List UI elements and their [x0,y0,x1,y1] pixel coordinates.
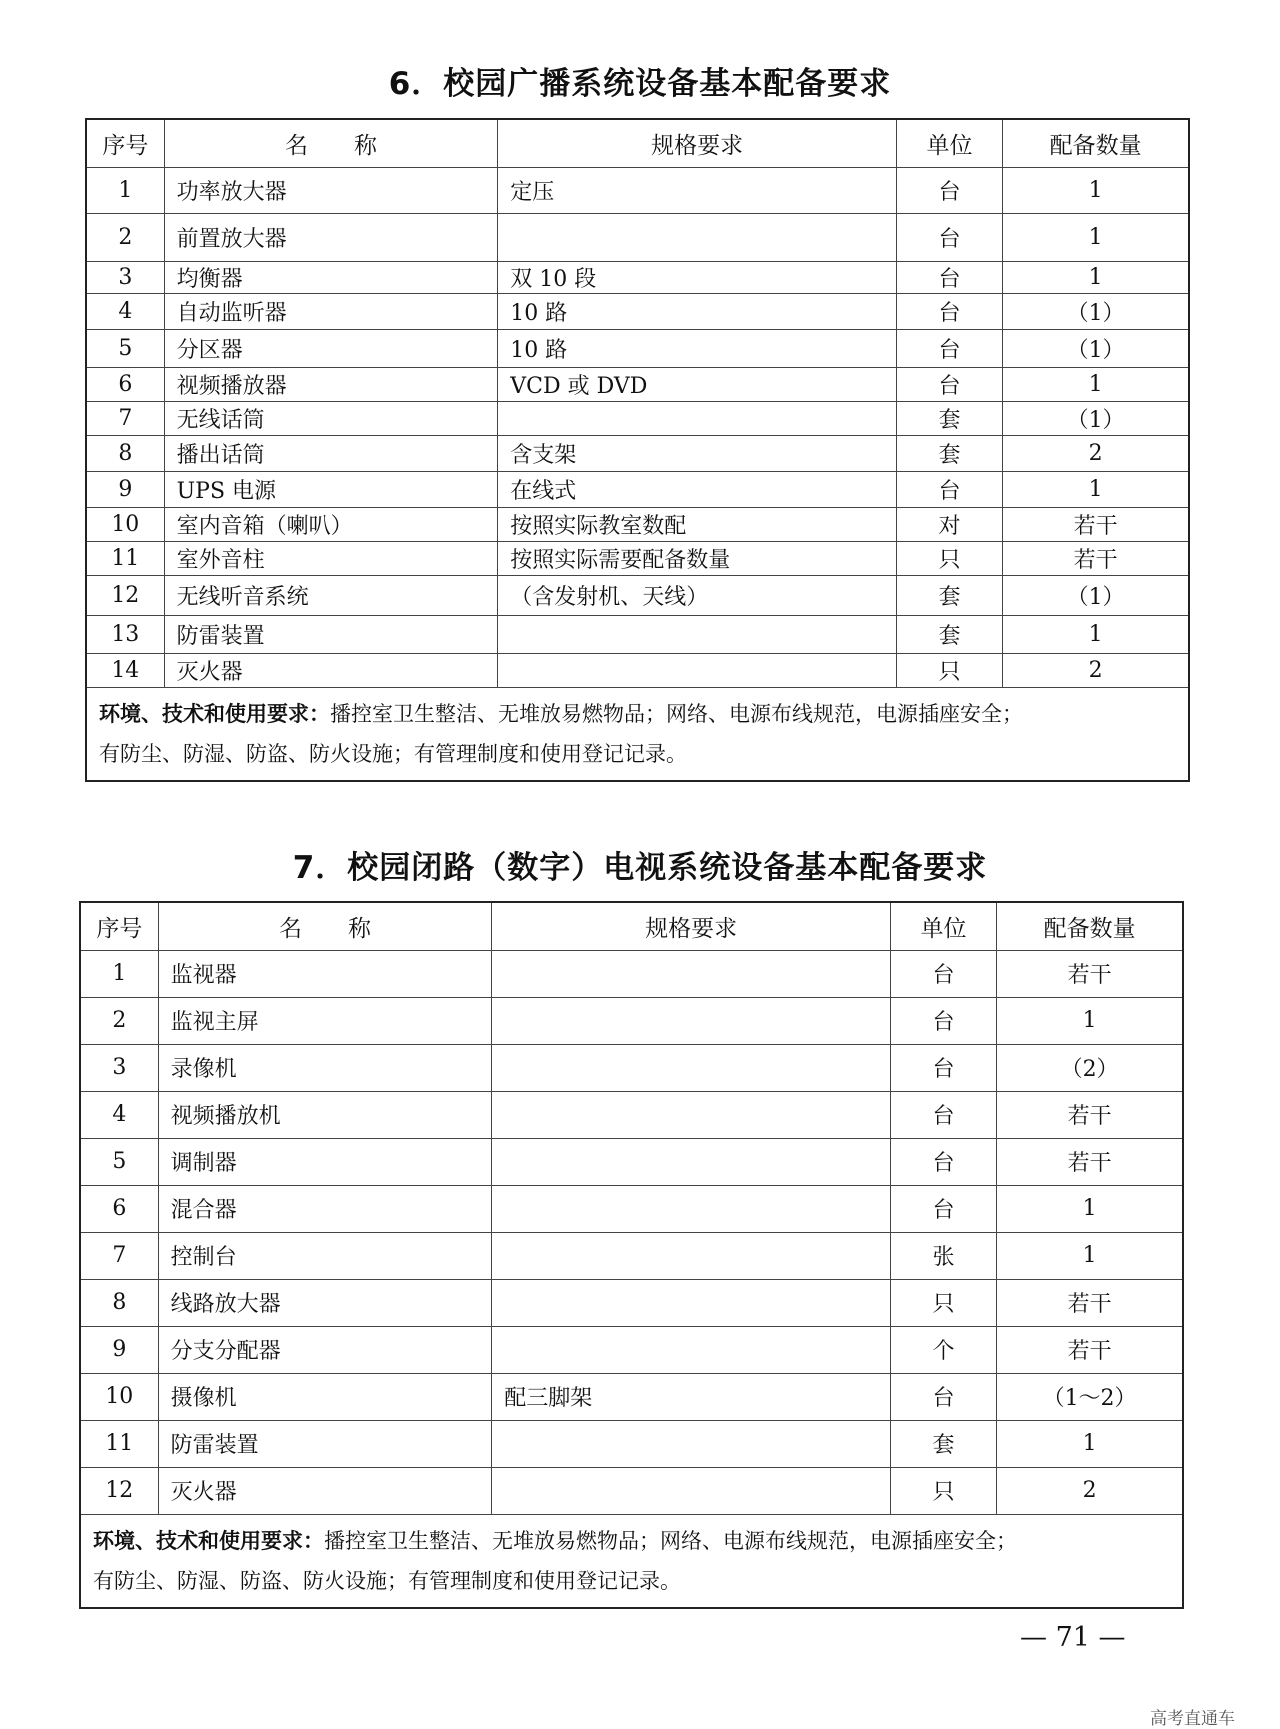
row-qty: 1 [997,1232,1183,1279]
row-name: 线路放大器 [158,1279,492,1326]
row-unit: 张 [890,1232,996,1279]
cctv-equipment-table [79,901,1184,1609]
row-unit: 台 [890,1138,996,1185]
row-name: 均衡器 [164,261,498,293]
row-unit: 套 [890,1420,996,1467]
row-unit: 台 [890,1185,996,1232]
row-unit: 台 [896,293,1002,329]
row-name: 灭火器 [164,653,498,687]
row-index: 2 [80,997,158,1044]
row-qty: 2 [1003,653,1189,687]
row-name: 无线听音系统 [164,575,498,615]
table-row [80,950,1183,997]
table-row [80,1467,1183,1514]
header-index: 序号 [80,902,158,950]
row-qty: 1 [997,1420,1183,1467]
note-line-1: 播控室卫生整洁、无堆放易燃物品；网络、电源布线规范，电源插座安全； [330,701,1023,726]
table-row [86,575,1189,615]
table-row [80,1326,1183,1373]
row-name: 室内音箱（喇叭） [164,507,498,541]
row-spec: 10 路 [498,293,897,329]
row-spec [492,997,891,1044]
row-unit: 个 [890,1326,996,1373]
row-index: 6 [80,1185,158,1232]
row-spec: 定压 [498,167,897,213]
row-index: 11 [86,541,164,575]
row-spec [498,653,897,687]
row-index: 9 [86,471,164,507]
header-name: 名 称 [158,902,492,950]
header-name: 名 称 [164,119,498,167]
row-unit: 对 [896,507,1002,541]
row-spec [492,1279,891,1326]
header-qty: 配备数量 [997,902,1183,950]
row-spec [498,213,897,261]
row-name: UPS 电源 [164,471,498,507]
row-unit: 台 [890,1091,996,1138]
row-index: 1 [80,950,158,997]
row-name: 监视器 [158,950,492,997]
note-line-1: 播控室卫生整洁、无堆放易燃物品；网络、电源布线规范，电源插座安全； [324,1528,1017,1553]
row-qty: 2 [1003,435,1189,471]
row-name: 调制器 [158,1138,492,1185]
row-spec [492,1467,891,1514]
row-unit: 台 [890,950,996,997]
row-name: 分区器 [164,329,498,367]
table-row [86,293,1189,329]
row-index: 10 [80,1373,158,1420]
row-spec: （含发射机、天线） [498,575,897,615]
watermark: 高考直通车 [1150,1709,1235,1729]
row-index: 7 [80,1232,158,1279]
table-row [86,167,1189,213]
row-unit: 只 [890,1467,996,1514]
row-name: 录像机 [158,1044,492,1091]
row-spec [498,615,897,653]
row-spec: 按照实际教室数配 [498,507,897,541]
row-unit: 台 [890,1373,996,1420]
row-spec [498,401,897,435]
row-index: 10 [86,507,164,541]
row-name: 灭火器 [158,1467,492,1514]
row-name: 分支分配器 [158,1326,492,1373]
row-index: 7 [86,401,164,435]
table-row [80,1279,1183,1326]
row-qty: 若干 [997,1326,1183,1373]
row-qty: （1～2） [997,1373,1183,1420]
row-index: 9 [80,1326,158,1373]
row-spec: 配三脚架 [492,1373,891,1420]
row-name: 控制台 [158,1232,492,1279]
row-unit: 套 [896,401,1002,435]
table-row [80,997,1183,1044]
requirements-note [86,687,1189,781]
row-qty: （1） [1003,401,1189,435]
row-qty: 若干 [997,1138,1183,1185]
header-qty: 配备数量 [1003,119,1189,167]
row-qty: 若干 [1003,541,1189,575]
row-qty: 1 [997,1185,1183,1232]
row-name: 视频播放器 [164,367,498,401]
row-qty: 若干 [997,1279,1183,1326]
row-spec: 双 10 段 [498,261,897,293]
row-index: 13 [86,615,164,653]
row-unit: 台 [896,213,1002,261]
table-row [80,1420,1183,1467]
page-number: — 71 — [1020,1622,1126,1653]
row-spec [492,1138,891,1185]
row-name: 防雷装置 [164,615,498,653]
note-line-2: 有防尘、防湿、防盗、防火设施；有管理制度和使用登记记录。 [93,1568,681,1593]
table-row [80,1091,1183,1138]
row-index: 3 [80,1044,158,1091]
row-index: 6 [86,367,164,401]
row-index: 11 [80,1420,158,1467]
row-spec [492,1044,891,1091]
row-qty: 1 [1003,615,1189,653]
row-spec [492,1232,891,1279]
row-name: 前置放大器 [164,213,498,261]
row-qty: （1） [1003,575,1189,615]
row-unit: 台 [890,1044,996,1091]
table-row [86,261,1189,293]
row-unit: 只 [896,541,1002,575]
table-row [86,435,1189,471]
row-spec [492,1420,891,1467]
table-header-row [86,119,1189,167]
row-index: 1 [86,167,164,213]
section-6-title: 6．校园广播系统设备基本配备要求 [388,66,892,102]
row-spec [492,950,891,997]
requirements-note-row [80,1514,1183,1608]
row-unit: 台 [896,367,1002,401]
row-index: 8 [86,435,164,471]
row-spec [492,1091,891,1138]
row-index: 5 [80,1138,158,1185]
row-qty: 1 [1003,261,1189,293]
row-unit: 只 [896,653,1002,687]
row-name: 播出话筒 [164,435,498,471]
row-name: 摄像机 [158,1373,492,1420]
row-index: 4 [80,1091,158,1138]
table-row [86,507,1189,541]
row-unit: 台 [896,471,1002,507]
table-row [80,1138,1183,1185]
row-unit: 台 [896,329,1002,367]
row-qty: 若干 [997,1091,1183,1138]
row-name: 视频播放机 [158,1091,492,1138]
header-index: 序号 [86,119,164,167]
header-unit: 单位 [890,902,996,950]
requirements-note-row [86,687,1189,781]
row-spec [492,1185,891,1232]
table-row [86,367,1189,401]
table-row [86,653,1189,687]
table-body [86,167,1189,687]
table-row [86,401,1189,435]
row-index: 2 [86,213,164,261]
table-body [80,950,1183,1514]
section-7-title: 7．校园闭路（数字）电视系统设备基本配备要求 [292,850,988,886]
table-row [86,471,1189,507]
row-qty: 1 [1003,367,1189,401]
row-spec: 在线式 [498,471,897,507]
row-spec: 10 路 [498,329,897,367]
table-row [86,213,1189,261]
header-unit: 单位 [896,119,1002,167]
row-unit: 只 [890,1279,996,1326]
row-index: 8 [80,1279,158,1326]
row-qty: 若干 [1003,507,1189,541]
note-label: 环境、技术和使用要求： [93,1528,324,1553]
table-row [80,1044,1183,1091]
row-qty: （2） [997,1044,1183,1091]
row-qty: 2 [997,1467,1183,1514]
row-qty: 1 [1003,471,1189,507]
row-name: 混合器 [158,1185,492,1232]
row-unit: 台 [896,167,1002,213]
row-name: 监视主屏 [158,997,492,1044]
table-row [86,615,1189,653]
broadcast-equipment-table [85,118,1190,782]
row-spec: VCD 或 DVD [498,367,897,401]
row-name: 室外音柱 [164,541,498,575]
row-unit: 套 [896,435,1002,471]
table-row [80,1185,1183,1232]
row-unit: 台 [890,997,996,1044]
table-row [80,1232,1183,1279]
row-name: 无线话筒 [164,401,498,435]
row-index: 5 [86,329,164,367]
row-qty: （1） [1003,329,1189,367]
row-spec: 含支架 [498,435,897,471]
requirements-note [80,1514,1183,1608]
row-qty: 1 [997,997,1183,1044]
row-qty: 1 [1003,167,1189,213]
row-unit: 套 [896,615,1002,653]
table-row [86,541,1189,575]
table-header-row [80,902,1183,950]
row-qty: （1） [1003,293,1189,329]
row-qty: 若干 [997,950,1183,997]
row-spec: 按照实际需要配备数量 [498,541,897,575]
row-spec [492,1326,891,1373]
header-spec: 规格要求 [492,902,891,950]
row-unit: 套 [896,575,1002,615]
row-unit: 台 [896,261,1002,293]
table-row [80,1373,1183,1420]
row-name: 自动监听器 [164,293,498,329]
row-index: 4 [86,293,164,329]
row-name: 功率放大器 [164,167,498,213]
header-spec: 规格要求 [498,119,897,167]
row-name: 防雷装置 [158,1420,492,1467]
row-index: 14 [86,653,164,687]
row-index: 12 [80,1467,158,1514]
note-label: 环境、技术和使用要求： [99,701,330,726]
row-qty: 1 [1003,213,1189,261]
note-line-2: 有防尘、防湿、防盗、防火设施；有管理制度和使用登记记录。 [99,741,687,766]
table-row [86,329,1189,367]
row-index: 3 [86,261,164,293]
row-index: 12 [86,575,164,615]
